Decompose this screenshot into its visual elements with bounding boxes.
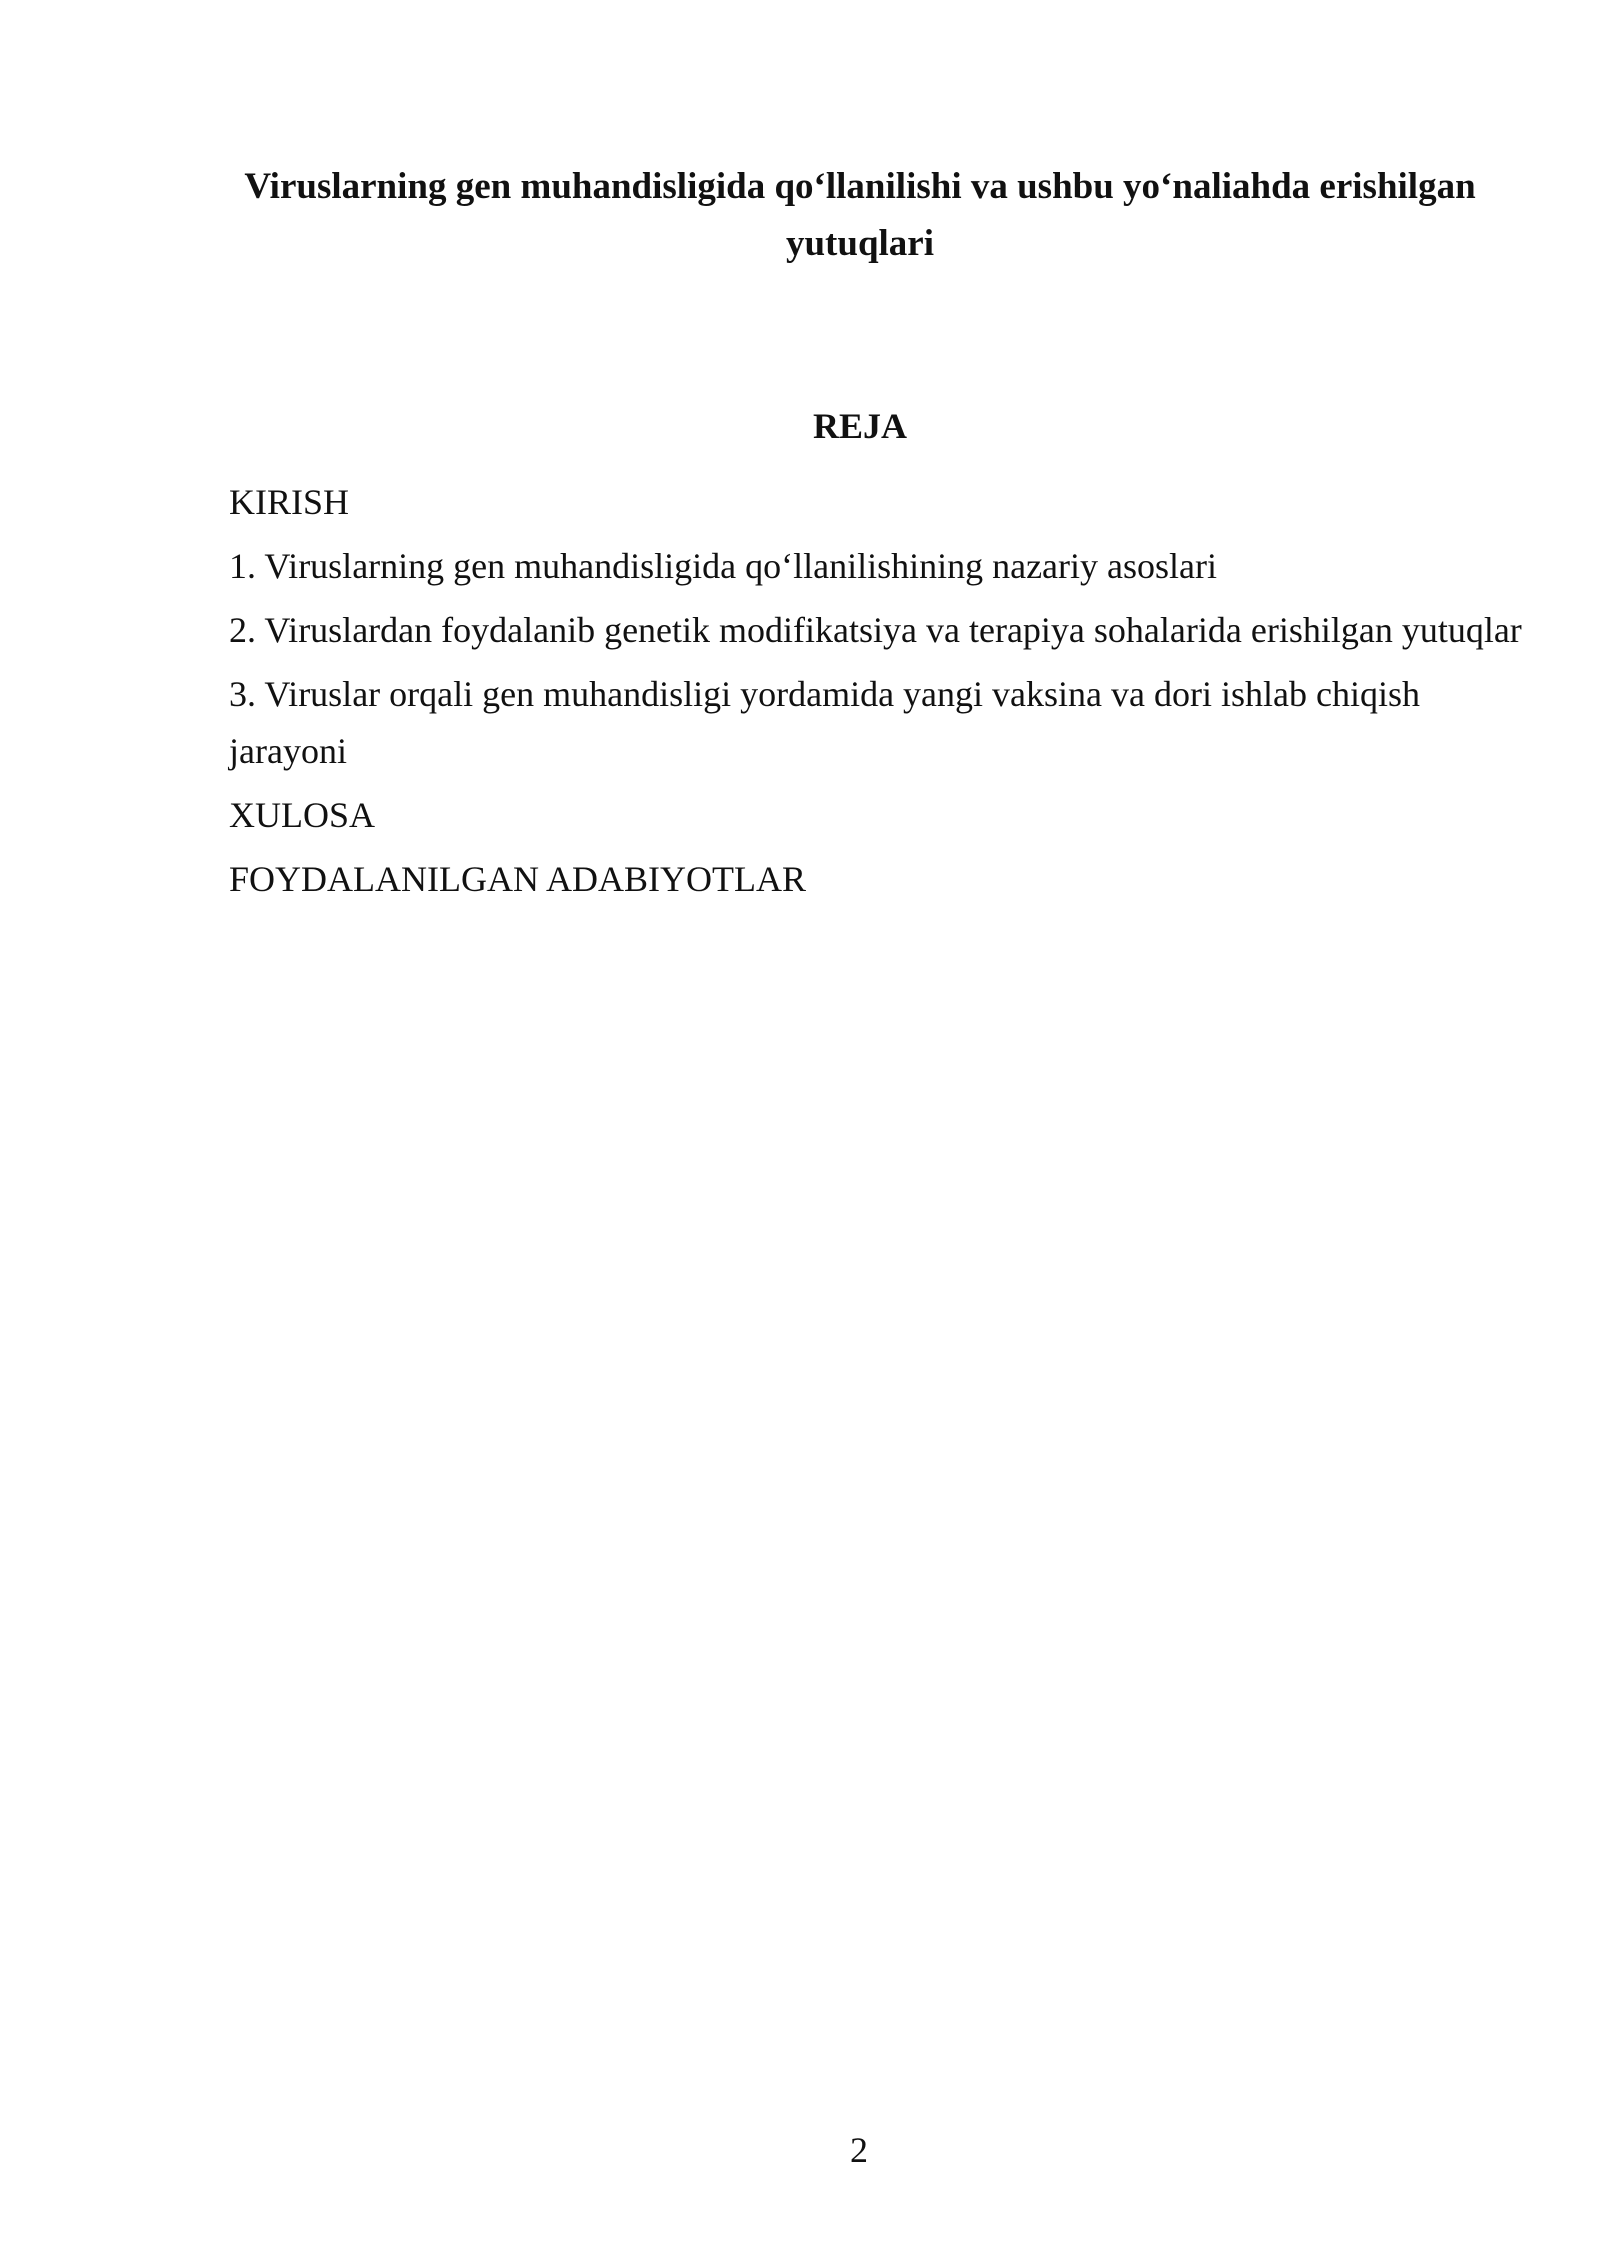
plan-item-2: 2. Viruslardan foydalanib genetik modifikatsiya va terapiya sohalarida erishilgan yutuqlar [229, 610, 1522, 650]
plan-item-references: FOYDALANILGAN ADABIYOTLAR [229, 859, 806, 899]
document-title: Viruslarning gen muhandisligida qo‘llanilishi va ushbu yo‘naliahda erishilgan yutuqlari [244, 166, 1476, 264]
page-number: 2 [850, 2130, 868, 2170]
plan-list [229, 474, 1529, 915]
plan-item-conclusion: XULOSA [229, 795, 376, 835]
plan-item-intro: KIRISH [229, 482, 350, 522]
plan-heading: REJA [812, 406, 907, 446]
plan-item-1: 1. Viruslarning gen muhandisligida qo‘llanilishining nazariy asoslari [229, 546, 1217, 586]
plan-item-3: 3. Viruslar orqali gen muhandisligi yordamida yangi vaksina va dori ishlab chiqish jarayoni [229, 674, 1420, 771]
